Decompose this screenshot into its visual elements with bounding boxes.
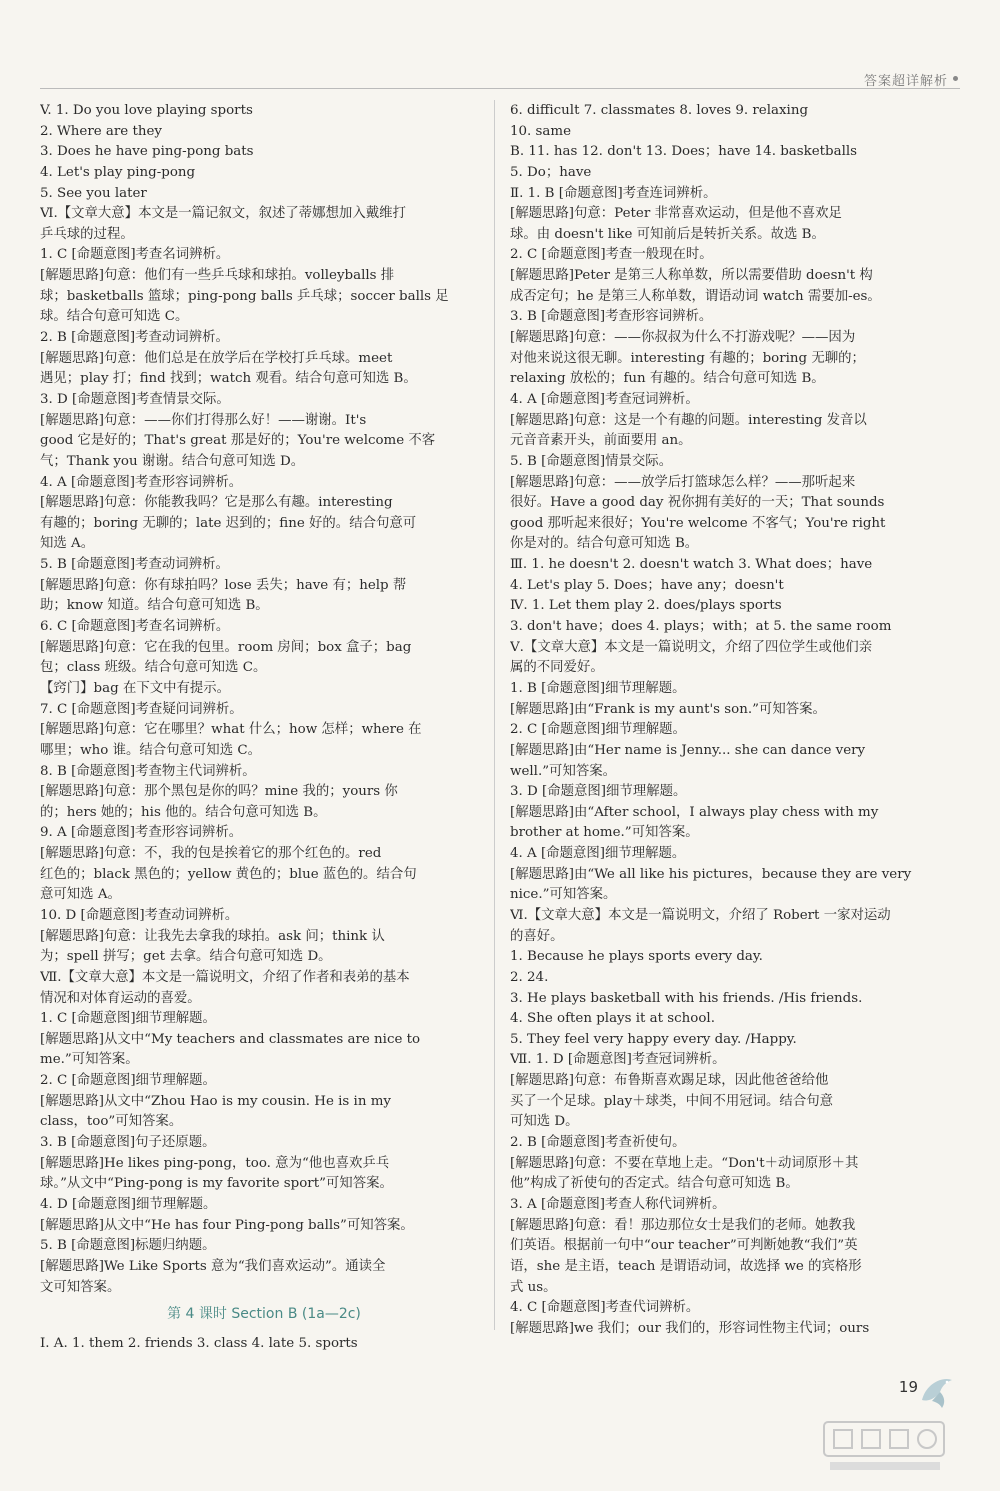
answer-line: 6. difficult 7. classmates 8. loves 9. relaxing — [510, 103, 809, 118]
answer-line: 4. Let's play ping-pong — [40, 164, 196, 180]
answer-line: [解题思路]we 我们；our 我们的，形容词性物主代词；ours — [510, 1320, 870, 1336]
answer-line: 8. B [命题意图]考查物主代词辨析。 — [40, 763, 256, 779]
answer-line: 他”构成了祈使句的否定式。结合句意可知选 B。 — [510, 1176, 799, 1192]
answer-line: 3. B [命题意图]句子还原题。 — [40, 1135, 216, 1151]
header-rule — [40, 88, 960, 89]
answer-line: [解题思路]句意：它在我的包里。room 房间；box 盒子；bag — [40, 639, 412, 655]
answer-line: brother at home.”可知答案。 — [510, 825, 699, 841]
answer-line: [解题思路]从文中“Zhou Hao is my cousin. He is in my — [40, 1093, 391, 1109]
answer-line: 元音音素开头，前面要用 an。 — [510, 433, 692, 449]
answer-line: 4. Let's play 5. Does；have any；doesn't — [510, 577, 784, 593]
answer-line: [解题思路]句意：——你们打得那么好！——谢谢。It's — [40, 412, 367, 428]
answer-line: 气；Thank you 谢谢。结合句意可知选 D。 — [40, 453, 305, 469]
answer-line: 可知选 D。 — [510, 1114, 579, 1130]
header-title: 答案超详解析 — [863, 74, 948, 89]
section-title: 第 4 课时 Section B (1a—2c) — [167, 1306, 361, 1323]
answer-line: Ⅵ.【文章大意】本文是一篇说明文，介绍了 Robert 一家对运动 — [510, 907, 891, 923]
answer-line: 为；spell 拼写；get 去拿。结合句意可知选 D。 — [40, 949, 332, 965]
answer-line: 3. B [命题意图]考查形容词辨析。 — [510, 309, 713, 325]
answer-line: [解题思路]句意：你有球拍吗？lose 丢失；have 有；help 帮 — [40, 577, 407, 593]
answer-line: 对他来说这很无聊。interesting 有趣的；boring 无聊的； — [510, 350, 865, 366]
answer-line: 包；class 班级。结合句意可知选 C。 — [40, 660, 267, 676]
answer-line: 4. She often plays it at school. — [510, 1011, 715, 1027]
answer-line: [解题思路]由“We all like his pictures，because they are very — [510, 866, 912, 882]
answer-line: 6. C [命题意图]考查名词辨析。 — [40, 619, 230, 635]
answer-line: [解题思路]句意：他们总是在放学后在学校打乒乓球。meet — [40, 350, 393, 366]
answer-line: Ⅱ. 1. B [命题意图]考查连词辨析。 — [510, 185, 717, 201]
answer-line: 2. B [命题意图]考查动词辨析。 — [40, 330, 229, 346]
answer-line: 5. B [命题意图]考查动词辨析。 — [40, 557, 229, 573]
answer-line: 2. Where are they — [40, 123, 162, 139]
answer-line: 5. B [命题意图]标题归纳题。 — [40, 1238, 216, 1254]
answer-line: B. 11. has 12. don't 13. Does；have 14. basketballs — [510, 144, 858, 160]
answer-line: 1. C [命题意图]考查名词辨析。 — [40, 247, 230, 263]
answer-line: [解题思路]句意：——放学后打篮球怎么样？——那听起来 — [510, 474, 856, 490]
right-column — [510, 101, 962, 1339]
answer-line: 4. A [命题意图]细节理解题。 — [510, 846, 686, 862]
answer-line: 5. See you later — [40, 185, 147, 201]
left-column — [40, 101, 488, 1355]
answer-line: [解题思路]句意：看！那边那位女士是我们的老师。她教我 — [510, 1217, 856, 1233]
answer-line: 2. C [命题意图]考查一般现在时。 — [510, 247, 713, 263]
answer-line: 1. C [命题意图]细节理解题。 — [40, 1011, 216, 1027]
answer-line: [解题思路]由“Frank is my aunt's son.”可知答案。 — [510, 701, 826, 717]
answer-line: 10. same — [510, 123, 572, 139]
answer-line: 球。由 doesn't like 可知前后是转折关系。故选 B。 — [510, 226, 825, 242]
answer-line: [解题思路]句意：——你叔叔为什么不打游戏呢？——因为 — [510, 330, 856, 346]
answer-line: 10. D [命题意图]考查动词辨析。 — [40, 907, 239, 923]
answer-line: good 那听起来很好；You're welcome 不客气；You're right — [510, 515, 886, 531]
answer-line: [解题思路]从文中“He has four Ping-pong balls”可知答案。 — [40, 1217, 414, 1233]
answer-line: 意可知选 A。 — [40, 887, 121, 903]
answer-line: 遇见；play 打；find 找到；watch 观看。结合句意可知选 B。 — [40, 371, 417, 387]
dolphin-icon — [916, 1366, 958, 1412]
answer-line: 球。”从文中“Ping-pong is my favorite sport”可知答案。 — [40, 1176, 393, 1192]
watermark-logo — [820, 1418, 970, 1478]
answer-line: 属的不同爱好。 — [510, 660, 604, 676]
answer-line: 4. A [命题意图]考查冠词辨析。 — [510, 391, 699, 407]
answer-line: Ⅳ. 1. Let them play 2. does/plays sports — [510, 598, 782, 614]
answer-line: Ⅵ.【文章大意】本文是一篇记叙文，叙述了蒂娜想加入戴维打 — [40, 206, 406, 222]
answer-line: [解题思路]句意：不要在草地上走。“Don't＋动词原形＋其 — [510, 1155, 859, 1171]
answer-line: [解题思路]He likes ping-pong，too. 意为“他也喜欢乒乓 — [40, 1155, 390, 1171]
answer-line: [解题思路]由“Her name is Jenny... she can dance very — [510, 742, 866, 758]
answer-line: 3. He plays basketball with his friends. /His friends. — [510, 990, 863, 1006]
answer-line: 球；basketballs 篮球；ping-pong balls 乒乓球；soccer balls 足 — [40, 288, 449, 304]
answer-line: 3. D [命题意图]细节理解题。 — [510, 784, 687, 800]
answer-line: [解题思路]句意：让我先去拿我的球拍。ask 问；think 认 — [40, 928, 385, 944]
answer-line: 助；know 知道。结合句意可知选 B。 — [40, 598, 269, 614]
answer-line: 们英语。根据前一句中“our teacher”可判断她教“我们”英 — [510, 1238, 858, 1254]
answer-line: 3. A [命题意图]考查人称代词辨析。 — [510, 1196, 726, 1212]
answer-line: 3. D [命题意图]考查情景交际。 — [40, 391, 230, 407]
answer-line: 2. C [命题意图]细节理解题。 — [40, 1073, 216, 1089]
answer-line: 5. B [命题意图]情景交际。 — [510, 453, 673, 469]
answer-line: nice.”可知答案。 — [510, 887, 617, 903]
answer-line: 1. Because he plays sports every day. — [510, 949, 763, 965]
answer-line: well.”可知答案。 — [510, 763, 617, 779]
answer-line: [解题思路]句意：那个黑包是你的吗？mine 我的；yours 你 — [40, 784, 398, 800]
answer-line: Ⅴ.【文章大意】本文是一篇说明文，介绍了四位学生或他们亲 — [510, 639, 873, 655]
answer-line: 【窍门】bag 在下文中有提示。 — [40, 680, 231, 696]
answer-line: Ⅲ. 1. he doesn't 2. doesn't watch 3. What does；have — [510, 557, 873, 573]
page-number: 19 — [898, 1378, 918, 1396]
answer-line: 哪里；who 谁。结合句意可知选 C。 — [40, 742, 261, 758]
answer-line: 的喜好。 — [510, 928, 564, 944]
answer-line: 知选 A。 — [40, 536, 95, 552]
answer-line: [解题思路]Peter 是第三人称单数，所以需要借助 doesn't 构 — [510, 268, 873, 284]
answer-line: 3. Does he have ping-pong bats — [40, 144, 254, 160]
answer-line: 有趣的；boring 无聊的；late 迟到的；fine 好的。结合句意可 — [40, 515, 417, 531]
answer-line: [解题思路]We Like Sports 意为“我们喜欢运动”。通读全 — [40, 1258, 386, 1274]
answer-line: [解题思路]句意：你能教我吗？它是那么有趣。interesting — [40, 495, 393, 511]
answer-line: 4. C [命题意图]考查代词辨析。 — [510, 1300, 700, 1316]
header-dot — [953, 76, 958, 81]
answer-line: 4. D [命题意图]细节理解题。 — [40, 1196, 217, 1212]
answer-line: 3. don't have；does 4. plays；with；at 5. the same room — [510, 619, 892, 635]
answer-line: 文可知答案。 — [40, 1279, 121, 1295]
answer-line: 红色的；black 黑色的；yellow 黄色的；blue 蓝色的。结合句 — [40, 866, 417, 882]
answer-line: 2. B [命题意图]考查祈使句。 — [510, 1135, 686, 1151]
answer-line: 成否定句；he 是第三人称单数，谓语动词 watch 需要加-es。 — [510, 288, 881, 304]
answer-line: 5. Do；have — [510, 164, 592, 180]
answer-line: Ⅶ. 1. D [命题意图]考查冠词辨析。 — [510, 1052, 726, 1068]
column-divider — [494, 100, 495, 1330]
answer-line: [解题思路]句意：他们有一些乒乓球和球拍。volleyballs 排 — [40, 268, 395, 284]
answer-line: 7. C [命题意图]考查疑问词辨析。 — [40, 701, 243, 717]
answer-line: 你是对的。结合句意可知选 B。 — [510, 536, 699, 552]
answer-line: [解题思路]句意：Peter 非常喜欢运动，但是他不喜欢足 — [510, 206, 842, 222]
answer-line: Ⅰ. A. 1. them 2. friends 3. class 4. late 5. sports — [40, 1336, 358, 1352]
answer-line: V. 1. Do you love playing sports — [40, 103, 253, 118]
answer-line: [解题思路]句意：它在哪里？what 什么；how 怎样；where 在 — [40, 722, 422, 738]
answer-line: 5. They feel very happy every day. /Happy. — [510, 1031, 797, 1047]
answer-line: relaxing 放松的；fun 有趣的。结合句意可知选 B。 — [510, 371, 825, 387]
answer-line: me.”可知答案。 — [40, 1052, 139, 1068]
answer-line: 球。结合句意可知选 C。 — [40, 309, 189, 325]
answer-line: 情况和对体育运动的喜爱。 — [40, 990, 201, 1006]
answer-line: [解题思路]由“After school，I always play chess with my — [510, 804, 879, 820]
answer-line: 乒乓球的过程。 — [40, 226, 134, 242]
answer-line: 很好。Have a good day 祝你拥有美好的一天；That sounds — [510, 495, 885, 511]
answer-line: 2. 24. — [510, 969, 549, 985]
answer-line: [解题思路]句意：布鲁斯喜欢踢足球，因此他爸爸给他 — [510, 1073, 829, 1089]
answer-line: class，too”可知答案。 — [40, 1114, 183, 1130]
answer-line: 语，she 是主语，teach 是谓语动词，故选择 we 的宾格形 — [510, 1258, 862, 1274]
answer-line: good 它是好的；That's great 那是好的；You're welcome 不客 — [40, 433, 436, 449]
answer-line: Ⅶ.【文章大意】本文是一篇说明文，介绍了作者和表弟的基本 — [40, 969, 410, 985]
answer-line: [解题思路]句意：不，我的包是挨着它的那个红色的。red — [40, 846, 382, 862]
answer-line: 的；hers 她的；his 他的。结合句意可知选 B。 — [40, 804, 327, 820]
answer-line: 式 us。 — [510, 1279, 557, 1295]
answer-line: 2. C [命题意图]细节理解题。 — [510, 722, 686, 738]
answer-line: [解题思路]从文中“My teachers and classmates are nice to — [40, 1031, 421, 1047]
answer-line: 1. B [命题意图]细节理解题。 — [510, 680, 686, 696]
answer-line: 9. A [命题意图]考查形容词辨析。 — [40, 825, 243, 841]
answer-line: 买了一个足球。play＋球类，中间不用冠词。结合句意 — [510, 1093, 833, 1109]
answer-line: 4. A [命题意图]考查形容词辨析。 — [40, 474, 243, 490]
answer-line: [解题思路]句意：这是一个有趣的问题。interesting 发音以 — [510, 412, 867, 428]
